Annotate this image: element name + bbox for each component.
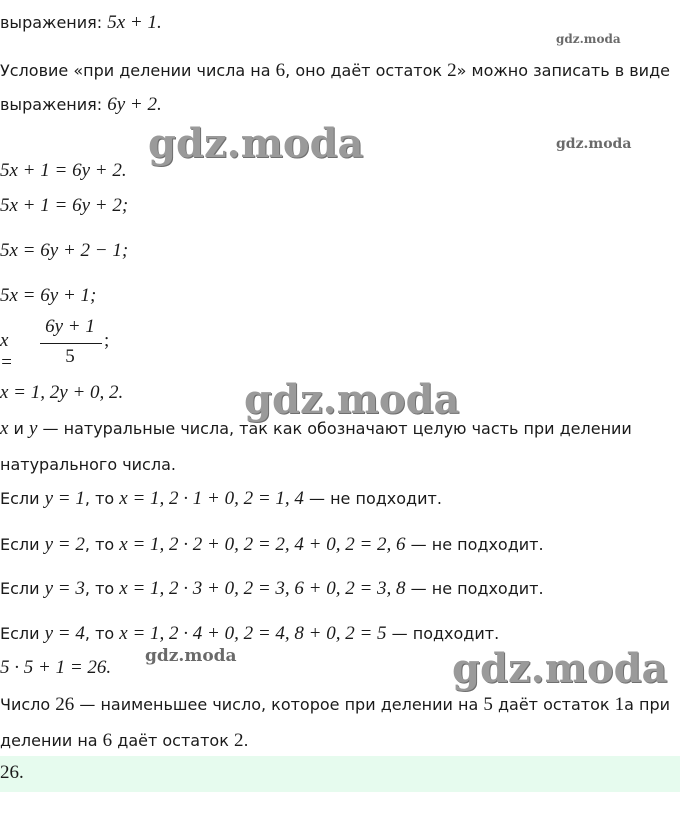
math-expression: y = 4 bbox=[44, 623, 85, 644]
math-number: 6 bbox=[102, 730, 113, 751]
math-variable: x bbox=[0, 418, 9, 439]
watermark-large: gdz.moda bbox=[148, 120, 364, 167]
text-fragment: делении на bbox=[0, 731, 103, 750]
text-line bbox=[0, 418, 632, 440]
watermark-small: gdz.moda bbox=[556, 136, 632, 152]
fraction-bar bbox=[40, 343, 102, 344]
text-line bbox=[0, 60, 670, 82]
text-fragment: выражения: bbox=[0, 95, 108, 114]
math-number: 26 bbox=[55, 694, 75, 715]
math-number: 5 bbox=[483, 694, 493, 715]
case-line bbox=[0, 623, 499, 645]
equation-line: 5x = 6y + 1; bbox=[0, 285, 97, 306]
fraction-tail: ; bbox=[104, 330, 110, 351]
text-fragment: , то bbox=[84, 624, 120, 643]
text-fragment: — натуральные числа, так как обозначают целую часть при делении bbox=[37, 419, 632, 438]
case-line bbox=[0, 488, 442, 510]
answer-box bbox=[0, 756, 680, 792]
fraction-lhs: x = bbox=[0, 330, 13, 373]
equation-line: 5x + 1 = 6y + 2. bbox=[0, 160, 127, 181]
conclusion-line bbox=[0, 694, 670, 716]
case-line bbox=[0, 534, 544, 556]
math-expression: x = 1, 2 · 4 + 0, 2 = 4, 8 + 0, 2 = 5 bbox=[119, 623, 387, 644]
text-line bbox=[0, 94, 162, 116]
math-number: 6 bbox=[275, 60, 286, 81]
text-fragment: Если bbox=[0, 489, 45, 508]
text-fragment: — не подходит. bbox=[405, 579, 544, 598]
watermark-large: gdz.moda bbox=[452, 645, 668, 692]
text-fragment: , то bbox=[84, 535, 120, 554]
equation-line: x = 1, 2y + 0, 2. bbox=[0, 382, 124, 403]
text-fragment: даёт остаток bbox=[492, 695, 615, 714]
text-fragment: — не подходит. bbox=[303, 489, 442, 508]
text-fragment: Условие «при делении числа на bbox=[0, 61, 276, 80]
math-number: 2 bbox=[233, 730, 244, 751]
math-expression: y = 3 bbox=[44, 578, 85, 599]
text-fragment: , оно даёт остаток bbox=[285, 61, 448, 80]
text-fragment: » можно записать в виде bbox=[456, 61, 670, 80]
text-fragment: выражения: bbox=[0, 13, 108, 32]
equation-line: 5x = 6y + 2 − 1; bbox=[0, 240, 129, 261]
conclusion-line bbox=[0, 730, 249, 752]
text-line bbox=[0, 12, 162, 34]
math-expression: 5x + 1. bbox=[107, 12, 162, 33]
text-fragment: , то bbox=[84, 579, 120, 598]
text-fragment: Если bbox=[0, 624, 45, 643]
text-fragment: Если bbox=[0, 579, 45, 598]
math-variable: y bbox=[29, 418, 38, 439]
case-line bbox=[0, 578, 544, 600]
math-expression: 6y + 2. bbox=[107, 94, 162, 115]
text-fragment: а при bbox=[624, 695, 671, 714]
equation-line: 5x + 1 = 6y + 2; bbox=[0, 195, 129, 216]
text-line: натурального числа. bbox=[0, 455, 176, 474]
text-fragment: даёт остаток bbox=[112, 731, 234, 750]
watermark-small: gdz.moda bbox=[556, 32, 621, 46]
math-expression: y = 1 bbox=[44, 488, 85, 509]
math-number: 1 bbox=[614, 694, 625, 715]
fraction-denominator: 5 bbox=[65, 346, 75, 367]
text-fragment: . bbox=[243, 731, 249, 750]
check-equation: 5 · 5 + 1 = 26. bbox=[0, 657, 112, 678]
text-fragment: — наименьшее число, которое при делении на bbox=[74, 695, 484, 714]
math-expression: x = 1, 2 · 3 + 0, 2 = 3, 6 + 0, 2 = 3, 8 bbox=[119, 578, 406, 599]
watermark-small: gdz.moda bbox=[145, 646, 237, 666]
math-expression: y = 2 bbox=[44, 534, 85, 555]
text-fragment: и bbox=[8, 419, 30, 438]
answer-value: 26. bbox=[0, 762, 24, 783]
fraction-numerator: 6y + 1 bbox=[45, 316, 95, 337]
math-expression: x = 1, 2 · 2 + 0, 2 = 2, 4 + 0, 2 = 2, 6 bbox=[119, 534, 406, 555]
watermark-large: gdz.moda bbox=[244, 376, 460, 423]
text-fragment: — подходит. bbox=[386, 624, 500, 643]
text-fragment: , то bbox=[84, 489, 120, 508]
text-fragment: Число bbox=[0, 695, 56, 714]
text-fragment: — не подходит. bbox=[405, 535, 544, 554]
math-expression: x = 1, 2 · 1 + 0, 2 = 1, 4 bbox=[119, 488, 304, 509]
text-fragment: Если bbox=[0, 535, 45, 554]
math-number: 2 bbox=[447, 60, 457, 81]
